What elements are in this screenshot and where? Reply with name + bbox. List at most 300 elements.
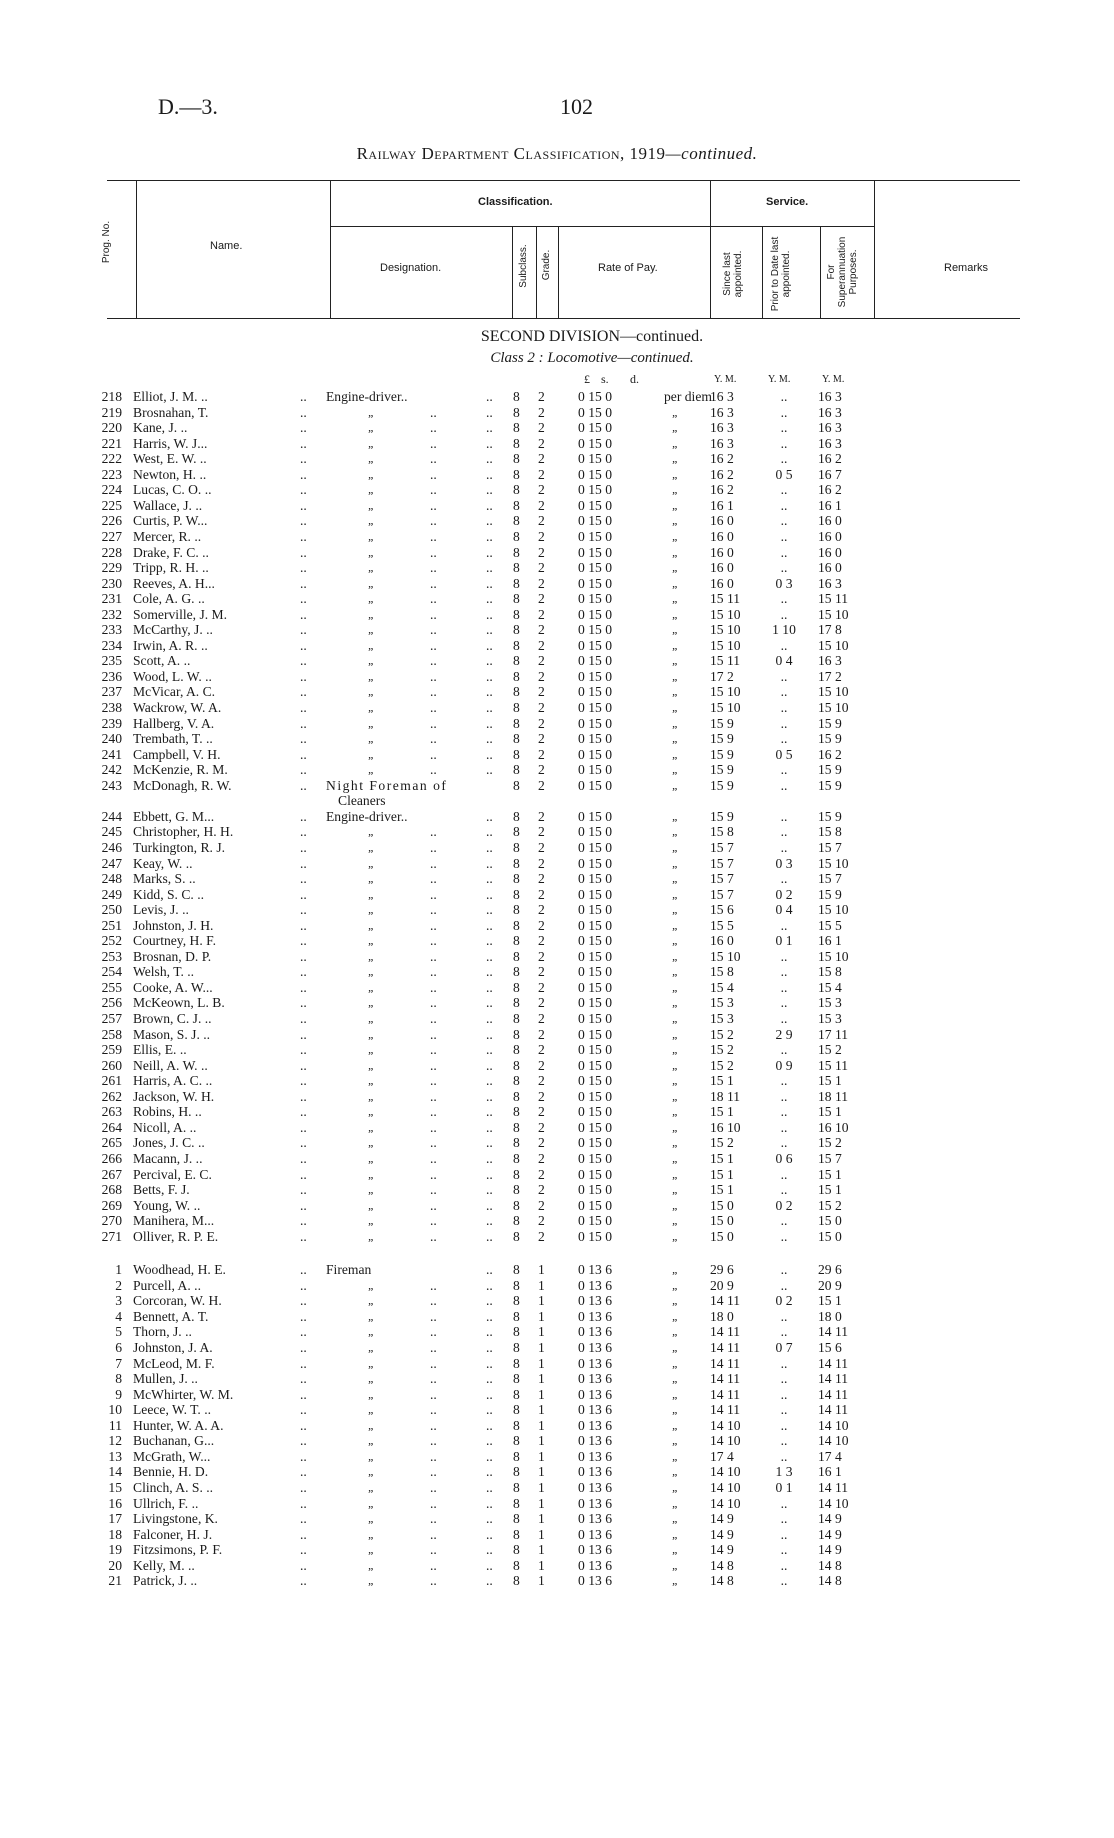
service-superannuation: 14 10	[818, 1433, 849, 1449]
rate-of-pay: 0 13 6	[578, 1557, 612, 1573]
subclass: 8	[513, 528, 520, 544]
service-superannuation: 15 9	[818, 777, 842, 793]
employee-name: Newton, H. ..	[133, 466, 207, 482]
designation-continued: Cleaners	[338, 793, 386, 809]
service-superannuation: 17 2	[818, 668, 842, 684]
rate-of-pay: 0 13 6	[578, 1433, 612, 1449]
leader-dots: ..	[486, 1495, 493, 1511]
service-prior: 0 9	[775, 1057, 793, 1073]
leader-dots: ..	[300, 871, 307, 887]
table-row	[0, 933, 1114, 949]
grade: 1	[538, 1340, 545, 1355]
service-since-last: 15 10	[710, 637, 741, 653]
grade: 1	[538, 1308, 545, 1324]
service-superannuation: 15 8	[818, 964, 842, 980]
service-prior: 0 3	[775, 575, 793, 591]
subclass: 8	[513, 886, 520, 902]
rate-of-pay: 0 15 0	[578, 1228, 612, 1244]
grade: 1	[538, 1417, 545, 1433]
employee-name: Livingstone, K.	[133, 1511, 218, 1527]
rate-of-pay: 0 13 6	[578, 1262, 612, 1278]
service-prior: ..	[780, 1402, 788, 1418]
subclass: 8	[513, 497, 520, 513]
grade: 2	[538, 1088, 545, 1104]
grade: 2	[538, 1135, 545, 1151]
subclass: 8	[513, 855, 520, 871]
employee-name: Brown, C. J. ..	[133, 1011, 212, 1026]
leader-dots: ..	[486, 1042, 493, 1058]
leader-dots: ..	[300, 902, 307, 918]
leader-dots: ..	[430, 451, 437, 467]
service-prior: 0 6	[775, 1150, 793, 1166]
table-row	[0, 1402, 1114, 1418]
leader-dots: ..	[486, 995, 493, 1011]
rate-of-pay: 0 13 6	[578, 1324, 612, 1340]
subclass: 8	[513, 1262, 520, 1278]
employee-name: Thorn, J. ..	[133, 1324, 192, 1340]
designation: „	[368, 1011, 375, 1025]
designation: Engine-driver..	[326, 389, 408, 404]
designation-header: Designation.	[380, 262, 442, 274]
table-row	[0, 498, 1114, 514]
page-number: 102	[560, 94, 593, 119]
service-superannuation: 15 9	[818, 715, 842, 731]
employee-name: Percival, E. C.	[133, 1166, 212, 1182]
table-row	[0, 1278, 1114, 1294]
grade: 1	[538, 1573, 545, 1589]
designation: „	[368, 1057, 375, 1072]
table-row	[0, 1356, 1114, 1372]
designation: „	[368, 1479, 375, 1494]
service-since-last: 16 2	[710, 466, 734, 482]
leader-dots: ..	[486, 389, 493, 404]
leader-dots: ..	[430, 1011, 437, 1026]
leader-dots: ..	[300, 886, 307, 902]
leader-dots: ..	[486, 1182, 493, 1198]
grade: 2	[538, 404, 545, 420]
prog-no: 15	[108, 1479, 122, 1495]
leader-dots: ..	[300, 1495, 307, 1511]
leader-dots: ..	[486, 1573, 493, 1589]
prior-unit: Y. M.	[768, 374, 791, 385]
rate-of-pay: 0 15 0	[578, 855, 612, 871]
service-superannuation: 14 11	[818, 1355, 849, 1371]
leader-dots: ..	[300, 1542, 307, 1558]
leader-dots: ..	[300, 389, 307, 404]
employee-name: Purcell, A. ..	[133, 1277, 201, 1293]
designation: „	[368, 668, 375, 683]
service-since-last: 14 11	[710, 1386, 741, 1402]
pay-period: „	[672, 653, 679, 668]
subclass: 8	[513, 1119, 520, 1135]
title-main: Railway Department Classification, 1919	[356, 144, 666, 163]
rate-of-pay: 0 15 0	[578, 528, 612, 544]
leader-dots: ..	[300, 700, 307, 715]
leader-dots: ..	[486, 451, 493, 467]
employee-name: Buchanan, G...	[133, 1433, 215, 1449]
service-superannuation: 15 10	[818, 637, 849, 653]
rate-of-pay: 0 13 6	[578, 1526, 612, 1542]
designation: „	[368, 1182, 375, 1197]
leader-dots: ..	[300, 1371, 307, 1387]
pay-period: „	[672, 1324, 679, 1339]
prog-no: 259	[101, 1042, 122, 1058]
leader-dots: ..	[300, 606, 307, 622]
service-superannuation: 14 8	[818, 1573, 842, 1589]
rate-of-pay: 0 15 0	[578, 762, 612, 778]
table-row	[0, 1293, 1114, 1309]
grade: 1	[538, 1355, 545, 1371]
leader-dots: ..	[300, 1119, 307, 1135]
prog-no: 13	[108, 1448, 122, 1464]
service-superannuation: 15 1	[818, 1182, 842, 1198]
employee-name: Falconer, H. J.	[133, 1526, 213, 1542]
leader-dots: ..	[430, 1166, 437, 1182]
designation: „	[368, 948, 375, 963]
service-superannuation: 14 10	[818, 1495, 849, 1511]
leader-dots: ..	[430, 591, 437, 607]
designation: „	[368, 1228, 375, 1243]
grade: 2	[538, 964, 545, 980]
employee-name: Nicoll, A. ..	[133, 1119, 197, 1135]
designation: „	[368, 1557, 375, 1572]
service-superannuation: 14 11	[818, 1479, 849, 1495]
grade: 2	[538, 700, 545, 715]
leader-dots: ..	[300, 1277, 307, 1293]
employee-name: Macann, J. ..	[133, 1150, 203, 1166]
service-since-last: 15 10	[710, 622, 741, 638]
leader-dots: ..	[300, 560, 307, 576]
prog-no: 222	[101, 451, 122, 467]
shillings-unit: s.	[601, 372, 609, 386]
service-prior: ..	[780, 497, 788, 513]
service-prior: ..	[780, 420, 788, 436]
service-superannuation: 15 9	[818, 762, 842, 778]
service-superannuation: 14 11	[818, 1402, 849, 1418]
pay-period: „	[672, 1479, 679, 1494]
service-superannuation: 15 10	[818, 684, 849, 700]
grade: 2	[538, 482, 545, 498]
service-prior: ..	[780, 513, 788, 529]
grade: 2	[538, 560, 545, 576]
pay-period: „	[672, 1355, 679, 1370]
leader-dots: ..	[430, 1042, 437, 1058]
rate-of-pay: 0 15 0	[578, 902, 612, 918]
leader-dots: ..	[300, 497, 307, 513]
prog-no: 266	[101, 1150, 122, 1166]
grade: 2	[538, 762, 545, 778]
table-row	[0, 1480, 1114, 1496]
grade: 2	[538, 528, 545, 544]
designation: „	[368, 1308, 375, 1323]
subclass: 8	[513, 1088, 520, 1104]
service-prior: 1 3	[775, 1464, 793, 1480]
rate-of-pay: 0 15 0	[578, 824, 612, 840]
service-prior: ..	[780, 389, 788, 404]
leader-dots: ..	[300, 746, 307, 762]
leader-dots: ..	[430, 1308, 437, 1324]
service-superannuation: 15 11	[818, 591, 849, 607]
service-since-last: 16 0	[710, 528, 734, 544]
subclass: 8	[513, 591, 520, 607]
prog-no: 244	[101, 808, 122, 824]
grade: 2	[538, 1228, 545, 1244]
pay-period: „	[672, 404, 679, 419]
subclass: 8	[513, 466, 520, 482]
prog-no: 224	[101, 482, 122, 498]
service-since-last: 15 9	[710, 731, 734, 747]
service-prior: ..	[780, 544, 788, 560]
designation: „	[368, 482, 375, 497]
designation: „	[368, 1104, 375, 1119]
subclass: 8	[513, 435, 520, 451]
table-row	[0, 1058, 1114, 1074]
leader-dots: ..	[430, 544, 437, 560]
subclass: 8	[513, 560, 520, 576]
service-since-last: 15 9	[710, 715, 734, 731]
leader-dots: ..	[430, 1340, 437, 1355]
subclass: 8	[513, 1277, 520, 1293]
service-superannuation: 18 11	[818, 1088, 849, 1104]
leader-dots: ..	[486, 824, 493, 840]
service-superannuation: 15 9	[818, 808, 842, 824]
service-since-last: 15 3	[710, 1011, 734, 1026]
designation: „	[368, 528, 375, 543]
service-superannuation: 14 9	[818, 1511, 842, 1527]
table-row	[0, 995, 1114, 1011]
pay-period: „	[672, 1371, 679, 1386]
prog-no: 258	[101, 1026, 122, 1042]
employee-name: Trembath, T. ..	[133, 731, 213, 747]
service-prior: 0 1	[775, 933, 793, 949]
pay-period: „	[672, 420, 679, 435]
designation: „	[368, 575, 375, 590]
rate-of-pay: 0 15 0	[578, 1104, 612, 1120]
subclass: 8	[513, 684, 520, 700]
table-row	[0, 1527, 1114, 1543]
table-row	[0, 669, 1114, 685]
leader-dots: ..	[430, 1495, 437, 1511]
leader-dots: ..	[430, 528, 437, 544]
service-since-last: 15 2	[710, 1026, 734, 1042]
service-superannuation: 15 9	[818, 886, 842, 902]
service-superannuation: 14 11	[818, 1386, 849, 1402]
employee-name: McLeod, M. F.	[133, 1355, 215, 1371]
grade: 2	[538, 1197, 545, 1213]
pay-period: „	[672, 1573, 679, 1588]
table-row	[0, 1151, 1114, 1167]
service-since-last: 14 9	[710, 1542, 734, 1558]
prog-no: 242	[101, 762, 122, 778]
leader-dots: ..	[486, 1119, 493, 1135]
service-header: Service.	[766, 196, 809, 208]
pay-period: „	[672, 1308, 679, 1323]
leader-dots: ..	[486, 715, 493, 731]
prog-no: 221	[101, 435, 122, 451]
subclass: 8	[513, 1011, 520, 1026]
service-since-last: 15 6	[710, 902, 734, 918]
pay-period: „	[672, 544, 679, 559]
grade: 2	[538, 684, 545, 700]
pay-period: „	[672, 731, 679, 746]
service-prior: ..	[780, 1011, 788, 1026]
leader-dots: ..	[300, 591, 307, 607]
designation: „	[368, 1197, 375, 1212]
table-row	[0, 1262, 1114, 1278]
table-row	[0, 653, 1114, 669]
leader-dots: ..	[300, 964, 307, 980]
table-row	[0, 467, 1114, 483]
employee-name: Johnston, J. A.	[133, 1340, 213, 1355]
leader-dots: ..	[486, 1213, 493, 1229]
designation: „	[368, 917, 375, 932]
leader-dots: ..	[430, 466, 437, 482]
rate-of-pay: 0 13 6	[578, 1448, 612, 1464]
leader-dots: ..	[486, 653, 493, 669]
leader-dots: ..	[430, 1073, 437, 1089]
leader-dots: ..	[486, 1011, 493, 1026]
subclass: 8	[513, 1511, 520, 1527]
prog-no: 239	[101, 715, 122, 731]
rate-of-pay: 0 15 0	[578, 1042, 612, 1058]
leader-dots: ..	[430, 871, 437, 887]
subclass: 8	[513, 746, 520, 762]
grade: 2	[538, 622, 545, 638]
leader-dots: ..	[430, 1371, 437, 1387]
service-superannuation: 15 2	[818, 1197, 842, 1213]
service-prior: 0 2	[775, 1293, 793, 1309]
service-prior: ..	[780, 482, 788, 498]
leader-dots: ..	[430, 668, 437, 684]
employee-name: Bennie, H. D.	[133, 1464, 209, 1480]
service-since-last: 14 8	[710, 1557, 734, 1573]
leader-dots: ..	[430, 762, 437, 778]
leader-dots: ..	[486, 762, 493, 778]
leader-dots: ..	[300, 933, 307, 949]
designation: „	[368, 995, 375, 1010]
grade: 1	[538, 1386, 545, 1402]
employee-name: McGrath, W...	[133, 1448, 211, 1464]
employee-name: Harris, A. C. ..	[133, 1073, 213, 1089]
pay-period: „	[672, 1088, 679, 1103]
leader-dots: ..	[486, 1073, 493, 1089]
rate-of-pay: 0 15 0	[578, 513, 612, 529]
service-superannuation: 15 10	[818, 606, 849, 622]
pay-period: „	[672, 466, 679, 481]
service-superannuation: 29 6	[818, 1262, 842, 1278]
prog-no: 20	[108, 1557, 122, 1573]
leader-dots: ..	[486, 435, 493, 451]
service-prior: ..	[780, 824, 788, 840]
subclass: 8	[513, 1150, 520, 1166]
service-superannuation: 15 9	[818, 731, 842, 747]
rate-of-pay: 0 15 0	[578, 1166, 612, 1182]
service-since-last: 16 3	[710, 389, 734, 404]
table-row	[0, 1511, 1114, 1527]
leader-dots: ..	[486, 560, 493, 576]
table-row	[0, 1089, 1114, 1105]
service-prior: ..	[780, 1448, 788, 1464]
pay-period: „	[672, 1433, 679, 1448]
service-prior: ..	[780, 715, 788, 731]
service-prior: ..	[780, 1542, 788, 1558]
service-since-last: 15 4	[710, 979, 734, 995]
employee-name: Kidd, S. C. ..	[133, 886, 205, 902]
leader-dots: ..	[300, 1511, 307, 1527]
table-row	[0, 513, 1114, 529]
employee-name: Turkington, R. J.	[133, 839, 226, 855]
grade: 2	[538, 777, 545, 793]
table-row	[0, 607, 1114, 623]
grade: 2	[538, 715, 545, 731]
designation: „	[368, 1088, 375, 1103]
prog-no: 10	[108, 1402, 122, 1418]
leader-dots: ..	[430, 575, 437, 591]
subclass: 8	[513, 995, 520, 1011]
prog-no: 17	[108, 1511, 122, 1527]
pay-period: „	[672, 1262, 679, 1277]
grade: 1	[538, 1371, 545, 1387]
leader-dots: ..	[300, 1355, 307, 1371]
pay-period: „	[672, 964, 679, 979]
pay-period: „	[672, 1166, 679, 1181]
prog-no: 254	[101, 964, 122, 980]
prog-no: 245	[101, 824, 122, 840]
leader-dots: ..	[486, 1308, 493, 1324]
leader-dots: ..	[300, 1293, 307, 1309]
service-superannuation: 15 10	[818, 902, 849, 918]
service-superannuation: 15 3	[818, 995, 842, 1011]
service-since-last: 15 3	[710, 995, 734, 1011]
leader-dots: ..	[300, 1088, 307, 1104]
leader-dots: ..	[300, 731, 307, 747]
leader-dots: ..	[430, 482, 437, 498]
pay-period: „	[672, 1511, 679, 1526]
service-prior: ..	[780, 1308, 788, 1324]
leader-dots: ..	[300, 1042, 307, 1058]
table-row	[0, 1309, 1114, 1325]
prog-no: 18	[108, 1526, 122, 1542]
rate-of-pay: 0 15 0	[578, 684, 612, 700]
service-prior: ..	[780, 1182, 788, 1198]
rate-of-pay: 0 13 6	[578, 1277, 612, 1293]
leader-dots: ..	[300, 575, 307, 591]
service-prior: ..	[780, 871, 788, 887]
service-prior: ..	[780, 528, 788, 544]
leader-dots: ..	[486, 1526, 493, 1542]
rate-of-pay: 0 15 0	[578, 420, 612, 436]
service-prior: ..	[780, 1166, 788, 1182]
leader-dots: ..	[300, 762, 307, 778]
leader-dots: ..	[486, 1371, 493, 1387]
service-prior: ..	[780, 995, 788, 1011]
service-since-last: 15 7	[710, 855, 734, 871]
designation: „	[368, 1277, 375, 1292]
pay-period: „	[672, 1197, 679, 1212]
col-divider	[820, 226, 821, 318]
leader-dots: ..	[486, 466, 493, 482]
prog-no: 262	[101, 1088, 122, 1104]
designation: „	[368, 700, 375, 714]
table-row	[0, 1340, 1114, 1356]
employee-name: Clinch, A. S. ..	[133, 1479, 214, 1495]
leader-dots: ..	[486, 1448, 493, 1464]
service-prior: ..	[780, 1119, 788, 1135]
leader-dots: ..	[486, 964, 493, 980]
leader-dots: ..	[300, 637, 307, 653]
leader-dots: ..	[486, 1324, 493, 1340]
pay-period: „	[672, 591, 679, 606]
